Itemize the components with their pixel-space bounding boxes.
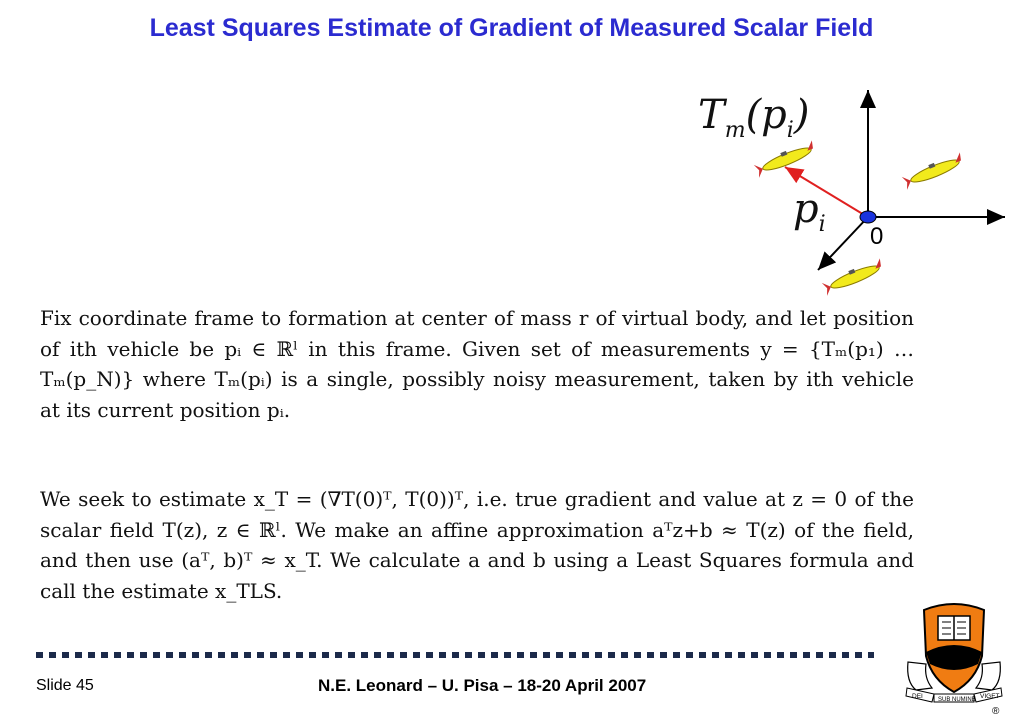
motto-center-text: SUB NUMINE bbox=[938, 697, 976, 703]
slide-number: Slide 45 bbox=[36, 677, 94, 694]
origin-marker bbox=[860, 211, 876, 223]
motto-left-text: DEI bbox=[912, 693, 923, 700]
position-label: $p_i$ bbox=[793, 186, 826, 237]
footer-author-event: N.E. Leonard – U. Pisa – 18-20 April 2007 bbox=[318, 676, 647, 695]
motto-right-text: VIGET bbox=[980, 693, 1000, 700]
registered-mark: ® bbox=[992, 706, 1000, 717]
vehicle-3-icon bbox=[821, 258, 885, 296]
slide-title: Least Squares Estimate of Gradient of Measured Scalar Field bbox=[149, 14, 874, 42]
vehicle-2-icon bbox=[901, 152, 965, 190]
origin-label: 0 bbox=[870, 223, 884, 250]
vehicle-1-icon bbox=[753, 140, 817, 178]
paragraph-estimate-goal: We seek to estimate x_T = (∇T(0)ᵀ, T(0))ᵀ, i.e. true gradient and value at z = 0 of the scalar field T(z), z ∈ ℝˡ. We make an affine approximation aᵀz+b ≈ T(z) of the field, and then use (aᵀ, b)ᵀ ≈ x_T. We calculate a and b using a Least Squares formula and call the estimate x_TLS. bbox=[40, 487, 914, 603]
paragraph-frame-setup: Fix coordinate frame to formation at center of mass r of virtual body, and let position of ith vehicle be pᵢ ∈ ℝˡ in this frame. Given set of measurements y = {Tₘ(p₁) … Tₘ(p_N)} where Tₘ(pᵢ) is a single, possibly noisy measurement, taken by ith vehicle at its current position pᵢ. bbox=[40, 306, 914, 422]
princeton-shield-logo bbox=[904, 598, 1004, 718]
formation-diagram bbox=[690, 82, 1020, 302]
footer-divider bbox=[36, 652, 874, 658]
measurement-label: $T_m(p_i)$ bbox=[698, 92, 810, 143]
